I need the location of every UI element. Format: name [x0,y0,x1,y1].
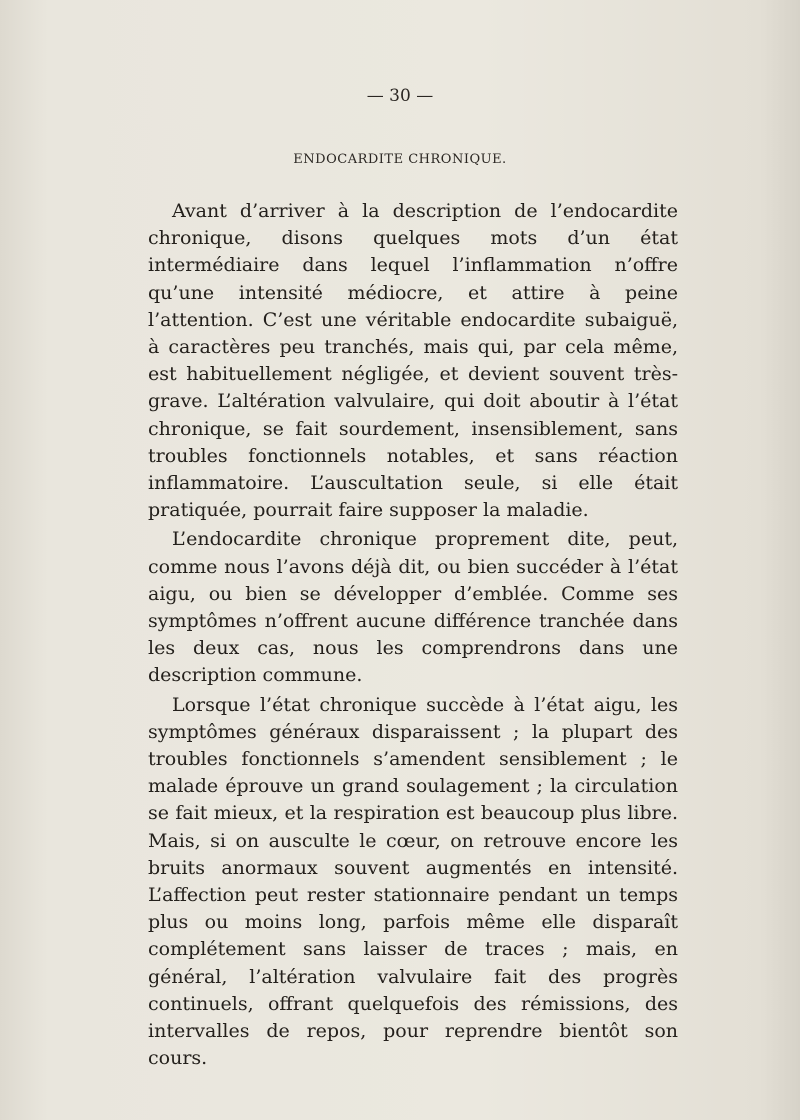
page-number: — 30 — [366,86,434,106]
paragraph: Lorsque l’état chronique succède à l’état aigu, les symptômes généraux disparaissent ; la plupart des troubles fonctionnels s’amendent sensiblement ; le malade éprouve un grand soulagement ; la circulation se fait mieux, et la respiration est beaucoup plus libre. Mais, si on ausculte le cœur, on retrouve encore les bruits anormaux souvent augmentés en intensité. L’affection peut rester stationnaire pendant un temps plus ou moins long, parfois même elle disparaît complétement sans laisser de traces ; mais, en général, l’altération valvulaire fait des progrès continuels, offrant quelquefois des rémissions, des intervalles de repos, pour reprendre bientôt son cours. [148,693,678,1070]
body-text [148,198,678,1073]
paragraph: Avant d’arriver à la description de l’endocardite chronique, disons quelques mots d’un état intermédiaire dans lequel l’inflammation n’offre qu’une intensité médiocre, et attire à peine l’attention. C’est une véritable endocardite subaiguë, à caractères peu tranchés, mais qui, par cela même, est habituellement négligée, et devient souvent très-grave. L’altération valvulaire, qui doit aboutir à l’état chronique, se fait sourdement, insensiblement, sans troubles fonctionnels notables, et sans réaction inflammatoire. L’auscultation seule, si elle était pratiquée, pourrait faire supposer la maladie. [148,200,678,522]
paragraph: L’endocardite chronique proprement dite, peut, comme nous l’avons déjà dit, ou bien succéder à l’état aigu, ou bien se développer d’emblée. Comme ses symptômes n’offrent aucune différence tranchée dans les deux cas, nous les comprendrons dans une description commune. [148,528,678,687]
section-heading: ENDOCARDITE CHRONIQUE. [293,152,507,167]
